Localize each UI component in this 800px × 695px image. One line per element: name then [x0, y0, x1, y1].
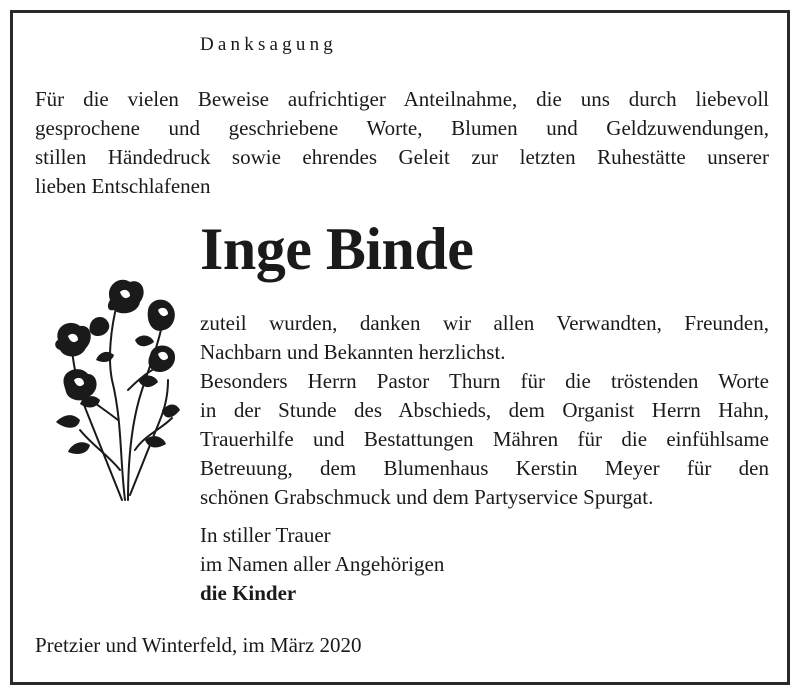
intro-line: stillen Händedruck sowie ehrendes Geleit zur letzten Ruhestätte unserer	[35, 145, 769, 169]
notice-heading: Danksagung	[200, 34, 337, 55]
thanks-line: in der Stunde des Abschieds, dem Organist Herrn Hahn,	[200, 398, 769, 422]
place-date: Pretzier und Winterfeld, im März 2020	[35, 633, 362, 657]
thanks-line: zuteil wurden, danken wir allen Verwandten, Freunden,	[200, 311, 769, 335]
thanks-line: Nachbarn und Bekannten herzlichst.	[200, 340, 506, 364]
closing-block	[200, 521, 444, 608]
thanks-line: Besonders Herrn Pastor Thurn für die tröstenden Worte	[200, 369, 769, 393]
closing-line: im Namen aller Angehörigen	[200, 552, 445, 576]
thanks-paragraph	[200, 309, 769, 512]
thanks-line: schönen Grabschmuck und dem Partyservice Spurgat.	[200, 485, 654, 509]
thanks-line: Trauerhilfe und Bestattungen Mähren für die einfühlsame	[200, 427, 769, 451]
thanks-line: Betreuung, dem Blumenhaus Kerstin Meyer für den	[200, 456, 769, 480]
intro-paragraph	[35, 85, 769, 201]
signature: die Kinder	[200, 581, 297, 605]
intro-line: gesprochene und geschriebene Worte, Blumen und Geldzuwendungen,	[35, 116, 769, 140]
rose-bouquet-icon	[50, 270, 180, 505]
deceased-name: Inge Binde	[200, 216, 474, 282]
closing-line: In stiller Trauer	[200, 523, 331, 547]
intro-line: Für die vielen Beweise aufrichtiger Anteilnahme, die uns durch liebevoll	[35, 87, 769, 111]
intro-line: lieben Entschlafenen	[35, 174, 211, 198]
